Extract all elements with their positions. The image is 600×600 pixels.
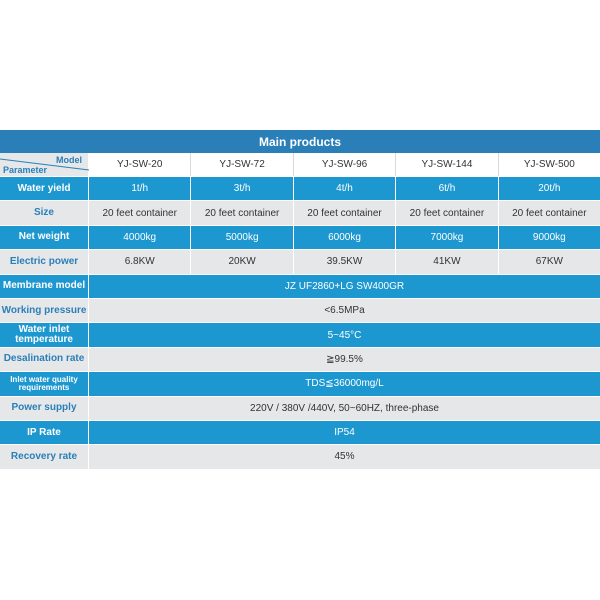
row-label: Net weight xyxy=(0,226,89,249)
row-label: IP Rate xyxy=(0,421,89,444)
table-row-water-yield xyxy=(0,176,600,200)
table-cell: 4000kg xyxy=(89,226,191,249)
table-cell: <6.5MPa xyxy=(89,299,600,322)
model-name: YJ-SW-72 xyxy=(191,153,293,176)
table-cell: 5~45°C xyxy=(89,323,600,346)
table-cell: 67KW xyxy=(499,250,600,273)
table-cell: 20 feet container xyxy=(396,201,498,224)
table-cell: IP54 xyxy=(89,421,600,444)
table-cell: 4t/h xyxy=(294,177,396,200)
model-name: YJ-SW-144 xyxy=(396,153,498,176)
model-header-row xyxy=(0,153,600,176)
table-cell: 7000kg xyxy=(396,226,498,249)
parameter-label: Parameter xyxy=(3,165,48,175)
table-row-desalination-rate xyxy=(0,347,600,371)
corner-header xyxy=(0,153,89,176)
table-row-net-weight xyxy=(0,225,600,249)
table-row-ip-rate xyxy=(0,420,600,444)
table-cell: 20KW xyxy=(191,250,293,273)
table-cell: 41KW xyxy=(396,250,498,273)
table-row-recovery-rate xyxy=(0,444,600,468)
table-cell: 1t/h xyxy=(89,177,191,200)
main-products-table xyxy=(0,130,600,472)
row-label: Recovery rate xyxy=(0,445,89,468)
table-cell: 45% xyxy=(89,445,600,468)
table-title: Main products xyxy=(0,130,600,153)
table-row-working-pressure xyxy=(0,298,600,322)
table-cell: 20t/h xyxy=(499,177,600,200)
table-cell: 6000kg xyxy=(294,226,396,249)
table-row-size xyxy=(0,200,600,224)
table-cell: 220V / 380V /440V, 50~60HZ, three-phase xyxy=(89,397,600,420)
table-row-water-inlet-temperature xyxy=(0,322,600,346)
table-cell: 5000kg xyxy=(191,226,293,249)
row-label: Desalination rate xyxy=(0,348,89,371)
table-cell: ≧99.5% xyxy=(89,348,600,371)
row-label: Working pressure xyxy=(0,299,89,322)
model-name: YJ-SW-500 xyxy=(499,153,600,176)
table-cell: 3t/h xyxy=(191,177,293,200)
row-label: Inlet water quality requirements xyxy=(0,372,89,395)
row-label: Size xyxy=(0,201,89,224)
table-cell: 6.8KW xyxy=(89,250,191,273)
table-row-electric-power xyxy=(0,249,600,273)
table-row-inlet-water-quality xyxy=(0,371,600,395)
row-label: Water yield xyxy=(0,177,89,200)
table-cell: 9000kg xyxy=(499,226,600,249)
table-cell: 39.5KW xyxy=(294,250,396,273)
table-row-membrane-model xyxy=(0,274,600,298)
table-cell: 20 feet container xyxy=(191,201,293,224)
table-cell: 20 feet container xyxy=(294,201,396,224)
table-cell: JZ UF2860+LG SW400GR xyxy=(89,275,600,298)
model-name: YJ-SW-96 xyxy=(294,153,396,176)
model-name: YJ-SW-20 xyxy=(89,153,191,176)
table-row-power-supply xyxy=(0,396,600,420)
table-cell: TDS≦36000mg/L xyxy=(89,372,600,395)
table-cell: 20 feet container xyxy=(499,201,600,224)
row-label: Electric power xyxy=(0,250,89,273)
row-label: Membrane model xyxy=(0,275,89,298)
table-cell: 6t/h xyxy=(396,177,498,200)
row-label: Water inlet temperature xyxy=(0,323,89,346)
table-cell: 20 feet container xyxy=(89,201,191,224)
model-label: Model xyxy=(56,155,82,165)
row-label: Power supply xyxy=(0,397,89,420)
